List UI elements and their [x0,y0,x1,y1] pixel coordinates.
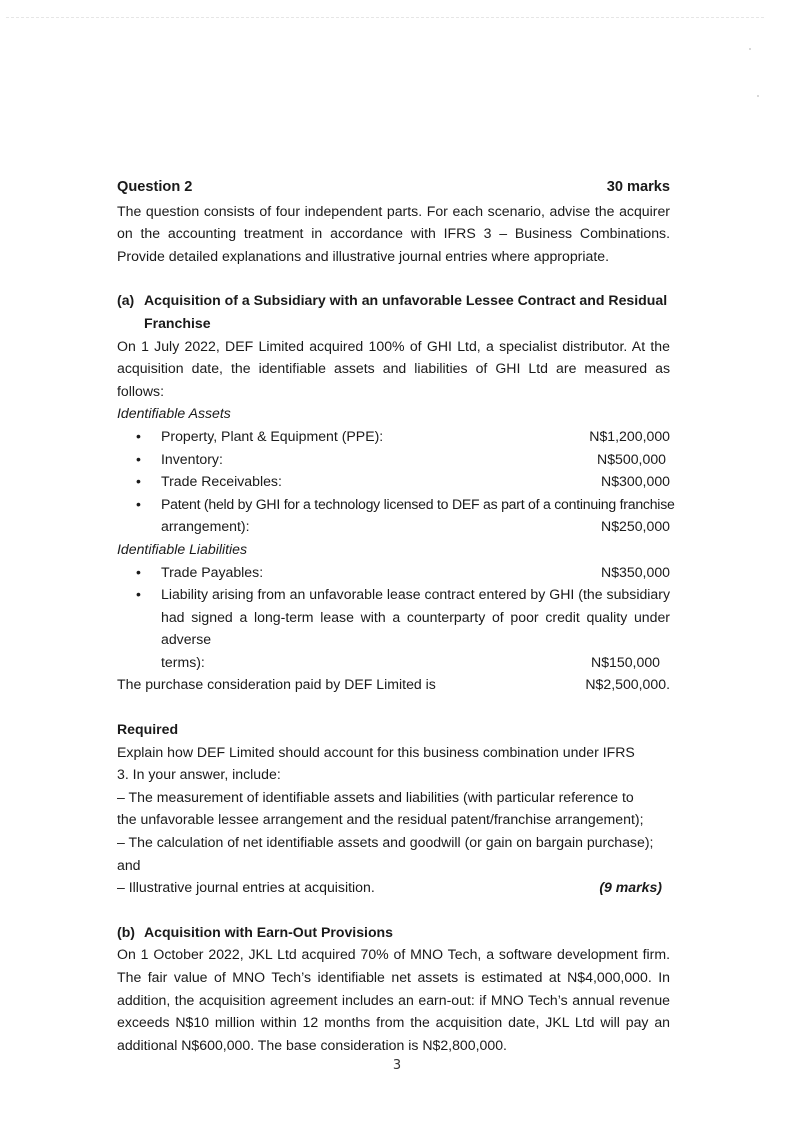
scan-speck [757,95,759,97]
asset-amount: N$250,000 [601,518,670,535]
asset-amount: N$1,200,000 [589,427,670,444]
asset-item [117,493,675,538]
asset-amount: N$300,000 [601,473,670,490]
bullet-icon: • [136,563,141,580]
bullet-icon: • [136,473,141,490]
question-intro: The question consists of four independent parts. For each scenario, advise the acquirer on the accounting treatment in accordance with IFRS 3 – Business Combinations. Provide detailed explanations and illustrative journal entries where appropriate. [117,202,670,264]
part-b-label: (b) [117,923,135,940]
assets-heading: Identifiable Assets [117,405,231,422]
required-text: Explain how DEF Limited should account for this business combination under IFRS 3. In your answer, include: [117,743,635,783]
question-header [117,176,670,199]
liability-amount: N$350,000 [601,563,670,580]
part-b-heading: Acquisition with Earn-Out Provisions [144,923,394,940]
consideration-amount: N$2,500,000. [585,676,670,693]
liability-label: Trade Payables: [161,563,264,580]
question-title: Question 2 [117,179,193,195]
required-point: – The measurement of identifiable assets and liabilities (with particular reference to the unfavorable lessee arrangement and the residual patent/franchise arrangement); [117,788,644,828]
asset-label: Inventory: [161,450,223,467]
part-b-title [117,921,670,944]
bullet-icon: • [136,450,141,467]
scan-speck [749,48,751,50]
asset-item [117,470,670,493]
part-a-label: (a) [117,292,135,309]
required-heading: Required [117,721,179,738]
asset-item [117,448,670,471]
required-point: – The calculation of net identifiable assets and goodwill (or gain on bargain purchase); and [117,834,654,873]
question-marks: 30 marks [606,179,670,195]
asset-label: Patent (held by GHI for a technology licensed to DEF as part of a continuing franchise [161,495,675,512]
asset-item [117,425,670,448]
bullet-icon: • [136,495,141,512]
asset-label: Property, Plant & Equipment (PPE): [161,427,384,444]
part-a-heading: Acquisition of a Subsidiary with an unfavorable Lessee Contract and Residual Franchise [144,292,668,331]
asset-amount: N$500,000 [597,450,666,467]
liability-amount: N$150,000 [591,653,660,670]
required-last-row [117,876,670,899]
liabilities-list [117,561,670,674]
bullet-icon: • [136,427,141,444]
document-page [117,176,675,1056]
liability-label-cont: terms): [161,653,205,670]
consideration-row [117,673,670,696]
asset-label-cont: arrangement): [161,518,250,535]
asset-label: Trade Receivables: [161,473,282,490]
scan-artifact-line [6,17,764,18]
liability-label: Liability arising from an unfavorable lease contract entered by GHI (the subsidiary had signed a long-term lease with a counterparty of poor credit quality under adverse [161,586,670,648]
part-a-title [117,289,670,334]
page-number: 3 [392,1058,402,1073]
consideration-label: The purchase consideration paid by DEF Limited is [117,676,436,693]
liabilities-heading: Identifiable Liabilities [117,540,248,557]
part-a-intro: On 1 July 2022, DEF Limited acquired 100% of GHI Ltd, a specialist distributor. At the acquisition date, the identifiable assets and liabilities of GHI Ltd are measured as follows: [117,337,670,399]
liability-item [117,583,670,673]
part-b-text: On 1 October 2022, JKL Ltd acquired 70% of MNO Tech, a software development firm. The fair value of MNO Tech’s identifiable net assets is estimated at N$4,000,000. In addition, the acquisition agreement includes an earn-out: if MNO Tech’s annual revenue exceeds N$10 million within 12 months from the acquisition date, JKL Ltd will pay an additional N$600,000. The base consideration is N$2,800,000. [117,946,670,1053]
required-point: – Illustrative journal entries at acquisition. [117,879,375,896]
bullet-icon: • [136,586,141,603]
liability-item [117,561,670,584]
part-a-marks: (9 marks) [599,879,662,896]
assets-list [117,425,675,538]
